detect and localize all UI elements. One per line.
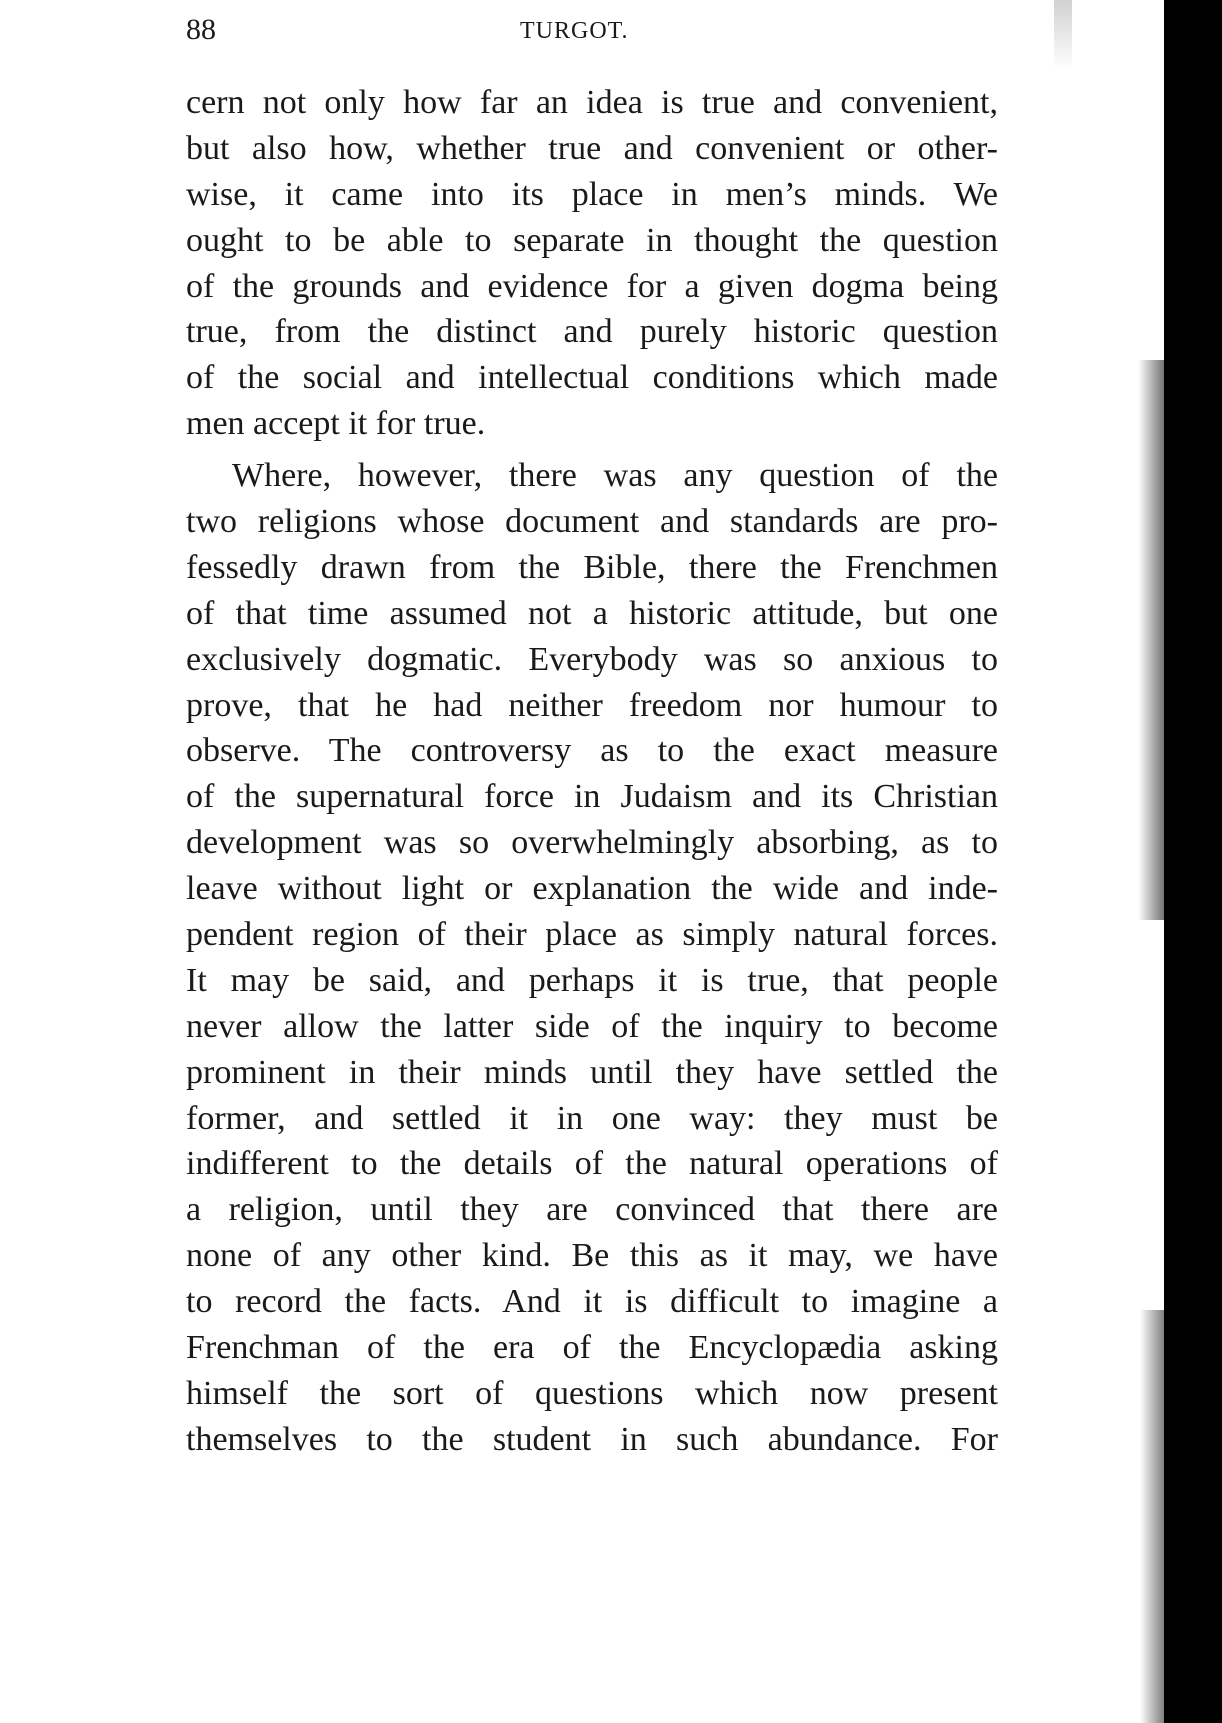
running-title: TURGOT. [520, 18, 629, 44]
text-line: ought to be able to separate in thought the question [186, 221, 998, 259]
text-line: true, from the distinct and purely historic question [186, 313, 998, 351]
text-line: two religions whose document and standards are pro- [186, 503, 998, 541]
text-line: of the grounds and evidence for a given dogma being [186, 267, 998, 305]
text-line: development was so overwhelmingly absorbing, as to [186, 824, 998, 862]
text-line: cern not only how far an idea is true and convenient, [186, 84, 998, 121]
body-text [186, 80, 998, 1463]
text-line: indifferent to the details of the natural operations of [186, 1145, 998, 1183]
text-line: themselves to the student in such abundance. For [186, 1420, 998, 1458]
text-line: but also how, whether true and convenient or other- [186, 129, 998, 167]
text-line: Frenchman of the era of the Encyclopædia asking [186, 1329, 998, 1367]
text-line: none of any other kind. Be this as it may, we have [186, 1237, 998, 1275]
book-spine-edge [1164, 0, 1222, 1723]
text-line: former, and settled it in one way: they must be [186, 1099, 998, 1137]
text-line: wise, it came into its place in men’s minds. We [186, 175, 998, 213]
text-line: prominent in their minds until they have settled the [186, 1053, 998, 1091]
text-line: himself the sort of questions which now present [186, 1374, 998, 1412]
page-number: 88 [186, 13, 216, 46]
paragraph-2 [186, 453, 998, 1463]
text-line: fessedly drawn from the Bible, there the Frenchmen [186, 548, 998, 586]
scan-smudge [1054, 0, 1072, 70]
text-line: exclusively dogmatic. Everybody was so anxious to [186, 640, 998, 678]
text-line: men accept it for true. [186, 405, 486, 443]
binding-shadow [1140, 1310, 1164, 1723]
text-line: to record the facts. And it is difficult to imagine a [186, 1283, 998, 1321]
text-line: It may be said, and perhaps it is true, that people [186, 961, 998, 999]
text-line: leave without light or explanation the wide and inde- [186, 870, 998, 908]
paragraph-1 [186, 80, 998, 447]
text-line: a religion, until they are convinced that there are [186, 1191, 998, 1229]
text-line: pendent region of their place as simply natural forces. [186, 916, 998, 954]
binding-shadow [1138, 360, 1164, 920]
text-line: Where, however, there was any question of the [232, 457, 998, 495]
text-line: of the supernatural force in Judaism and its Christian [186, 778, 998, 816]
text-line: never allow the latter side of the inquiry to become [186, 1007, 998, 1045]
text-line: of that time assumed not a historic attitude, but one [186, 594, 998, 632]
text-line: prove, that he had neither freedom nor humour to [186, 686, 998, 724]
text-line: of the social and intellectual conditions which made [186, 359, 998, 397]
text-line: observe. The controversy as to the exact measure [186, 732, 998, 770]
